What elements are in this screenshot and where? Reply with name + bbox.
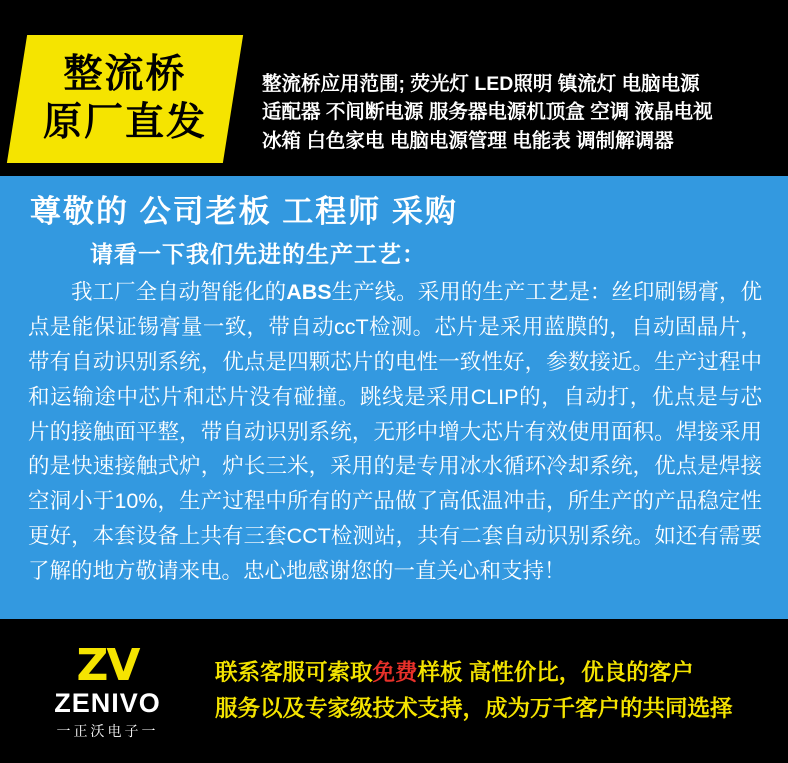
main-content [0, 176, 788, 619]
paragraph-part-2: 生产线。采用的生产工艺是：丝印刷锡膏，优点是能保证锡膏量一致，带自动ccT检测。芯片是采用蓝膜的，自动固晶片，带有自动识别系统，优点是四颗芯片的电性一致性好，参数接近。生产过程中和运输途中芯片和芯片没有碰撞。跳线是采用CLIP的，自动打，优点是与芯片的接触面平整，带自动识别系统，无形中增大芯片有效使用面积。焊接采用的是快速接触式炉，炉长三米，采用的是专用冰水循环冷却系统，优点是焊接空洞小于10%，生产过程中所有的产品做了高低温冲击，所生产的产品稳定性更好，本套设备上共有三套CCT检测站，共有二套自动识别系统。如还有需要了解的地方敬请来电。忠心地感谢您的一直关心和支持！ [28, 280, 762, 583]
footer-message [215, 619, 788, 763]
logo-mark-icon: ZV [76, 639, 139, 691]
logo-company-name: ZENIVO [54, 687, 161, 718]
footer-line-1 [215, 655, 776, 691]
application-line-1: 整流桥应用范围; 荧光灯 LED照明 镇流灯 电脑电源 [262, 73, 700, 95]
description-paragraph [28, 275, 762, 588]
paragraph-emphasis: ABS [286, 280, 332, 305]
footer-line-1-highlight: 免费 [372, 659, 418, 685]
footer-line-1-part-b: 样板 高性价比，优良的客户 [417, 659, 694, 685]
product-badge-line-1: 整流桥 [63, 52, 187, 96]
product-badge [7, 35, 243, 163]
footer-line-2: 服务以及专家级技术支持，成为万千客户的共同选择 [215, 696, 733, 721]
subheading-text: 请看一下我们先进的生产工艺： [90, 241, 426, 268]
company-logo [0, 619, 215, 763]
footer-bar [0, 619, 788, 763]
footer-line-1-part-a: 联系客服可索取 [215, 659, 373, 685]
salutation-text: 尊敬的 公司老板 工程师 采购 [30, 194, 458, 229]
product-badge-line-2: 原厂直发 [42, 101, 207, 144]
paragraph-part-1: 我工厂全自动智能化的 [71, 280, 287, 305]
footer-divider [0, 619, 788, 622]
logo-company-subtitle: 一正沃电子一 [56, 723, 159, 740]
application-list [262, 70, 774, 155]
application-line-2: 适配器 不间断电源 服务器电源机顶盒 空调 液晶电视 [262, 101, 713, 124]
application-line-3: 冰箱 白色家电 电脑电源管理 电能表 调制解调器 [262, 129, 674, 152]
header-banner [0, 0, 788, 176]
